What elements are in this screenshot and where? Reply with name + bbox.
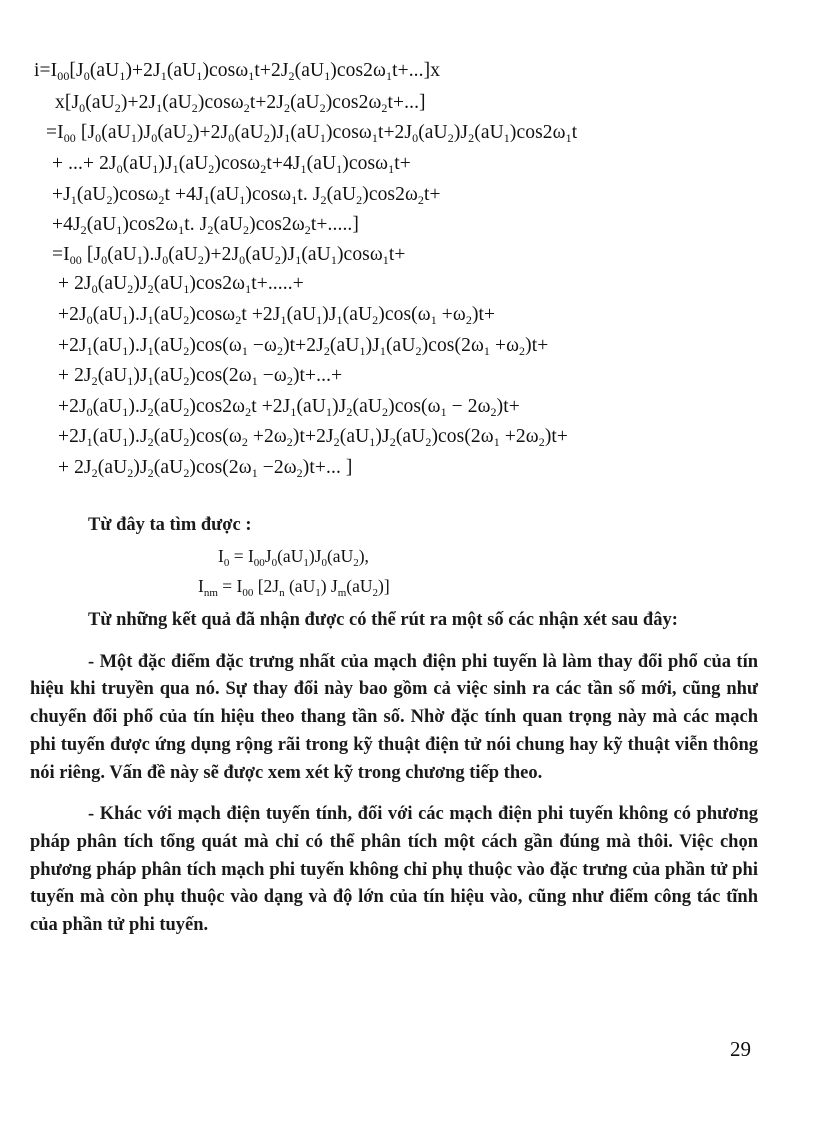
result-i0: $I_0 = I_{00}J_0(aU_1)J_0(aU_2)$, (218, 546, 369, 569)
equation-line-9: $+2J_0(aU_1).J_1(aU_2)\cos\omega_2t +2J_1(aU_1)J_1(aU_2)\cos(\omega_1 +\omega_2)t+$ (58, 304, 496, 327)
equation-line-1: $i=I_{00}[J_0(aU_1)+2J_1(aU_1)\cos\omega_1t+2J_2(aU_1)\cos 2\omega_1t+...]x$ (34, 60, 441, 83)
paragraph-analysis-methods: - Khác với mạch điện tuyến tính, đối với các mạch điện phi tuyến không có phương pháp phân tích tổng quát mà chỉ có thể phân tích một cách gần đúng mà thôi. Việc chọn phương pháp phân tích mạch phi tuyến không chỉ phụ thuộc vào đặc trưng của phần tử phi tuyến mà còn phụ thuộc vào dạng và độ lớn của tín hiệu vào, cũng như điểm công tác tĩnh của phần tử phi tuyến. (30, 804, 758, 936)
equation-line-11: + $2J_2(aU_1)J_1(aU_2)\cos(2\omega_1 -\omega_2)t+...+$ (58, 365, 343, 388)
result-inm: $I_{nm} = I_{00}$ [$2J_n$ $(aU_1)$ $J_m(aU_2)$] (198, 576, 390, 599)
equation-line-7: $=I_{00}$ [$J_0(aU_1).J_0(aU_2)+2J_0(aU_2)J_1(aU_1)\cos\omega_1t+$ (52, 244, 406, 267)
equation-line-5: $+J_1(aU_2)\cos\omega_2t +4J_1(aU_1)\cos\omega_1t$. $J_2(aU_2)\cos 2\omega_2t+$ (52, 184, 441, 207)
found-text: Từ đây ta tìm được : (88, 515, 252, 535)
equation-line-3: $=I_{00}$ [$J_0(aU_1)J_0(aU_2)+2J_0(aU_2)J_1(aU_1)\cos\omega_1t+2J_0(aU_2)J_2(aU_1)\cos 2\omega_1t$ (46, 122, 578, 145)
equation-line-12: $+2J_0(aU_1).J_2(aU_2)\cos 2\omega_2t +2J_1(aU_1)J_2(aU_2)\cos(\omega_1 - 2\omega_2)t+$ (58, 396, 520, 419)
equation-line-8: + $2J_0(aU_2)J_2(aU_1)\cos 2\omega_1t+.....+$ (58, 273, 304, 296)
equation-line-10: $+2J_1(aU_1).J_1(aU_2)\cos(\omega_1 -\omega_2)t+2J_2(aU_1)J_1(aU_2)\cos(2\omega_1 +\omega_2)t+$ (58, 335, 549, 358)
equation-line-2: $x[J_0(aU_2)+2J_1(aU_2)\cos\omega_2t+2J_2(aU_2)\cos 2\omega_2t+...]$ (55, 92, 426, 115)
equation-line-6: $+4J_2(aU_1)\cos 2\omega_1t$. $J_2(aU_2)\cos 2\omega_2t+$.....] (52, 214, 359, 237)
body-text (30, 607, 758, 940)
equation-line-13: $+2J_1(aU_1).J_2(aU_2)\cos(\omega_2 +2\omega_2)t+2J_2(aU_1)J_2(aU_2)\cos(2\omega_1 +2\omega_2)t+$ (58, 426, 569, 449)
equation-line-4: + ...+ $2J_0(aU_1)J_1(aU_2)\cos\omega_2t+4J_1(aU_1)\cos\omega_1t+$ (52, 153, 411, 176)
page-number: 29 (730, 1037, 751, 1061)
equation-line-14: + $2J_2(aU_2)J_2(aU_2)\cos(2\omega_1 -2\omega_2)t+$... ] (58, 457, 353, 480)
paragraph-spectrum-change: - Một đặc điểm đặc trưng nhất của mạch điện phi tuyến là làm thay đổi phổ của tín hiệu khi truyền qua nó. Sự thay đổi này bao gồm cả việc sinh ra các tần số mới, cũng như chuyển đổi phổ của tín hiệu theo thang tần số. Nhờ đặc tính quan trọng này mà các mạch phi tuyến được ứng dụng rộng rãi trong kỹ thuật điện tử nói chung hay kỹ thuật viễn thông nói riêng. Vấn đề này sẽ được xem xét kỹ trong chương tiếp theo. (30, 651, 758, 783)
paragraph-remarks-intro: Từ những kết quả đã nhận được có thể rút ra một số các nhận xét sau đây: (88, 610, 678, 630)
